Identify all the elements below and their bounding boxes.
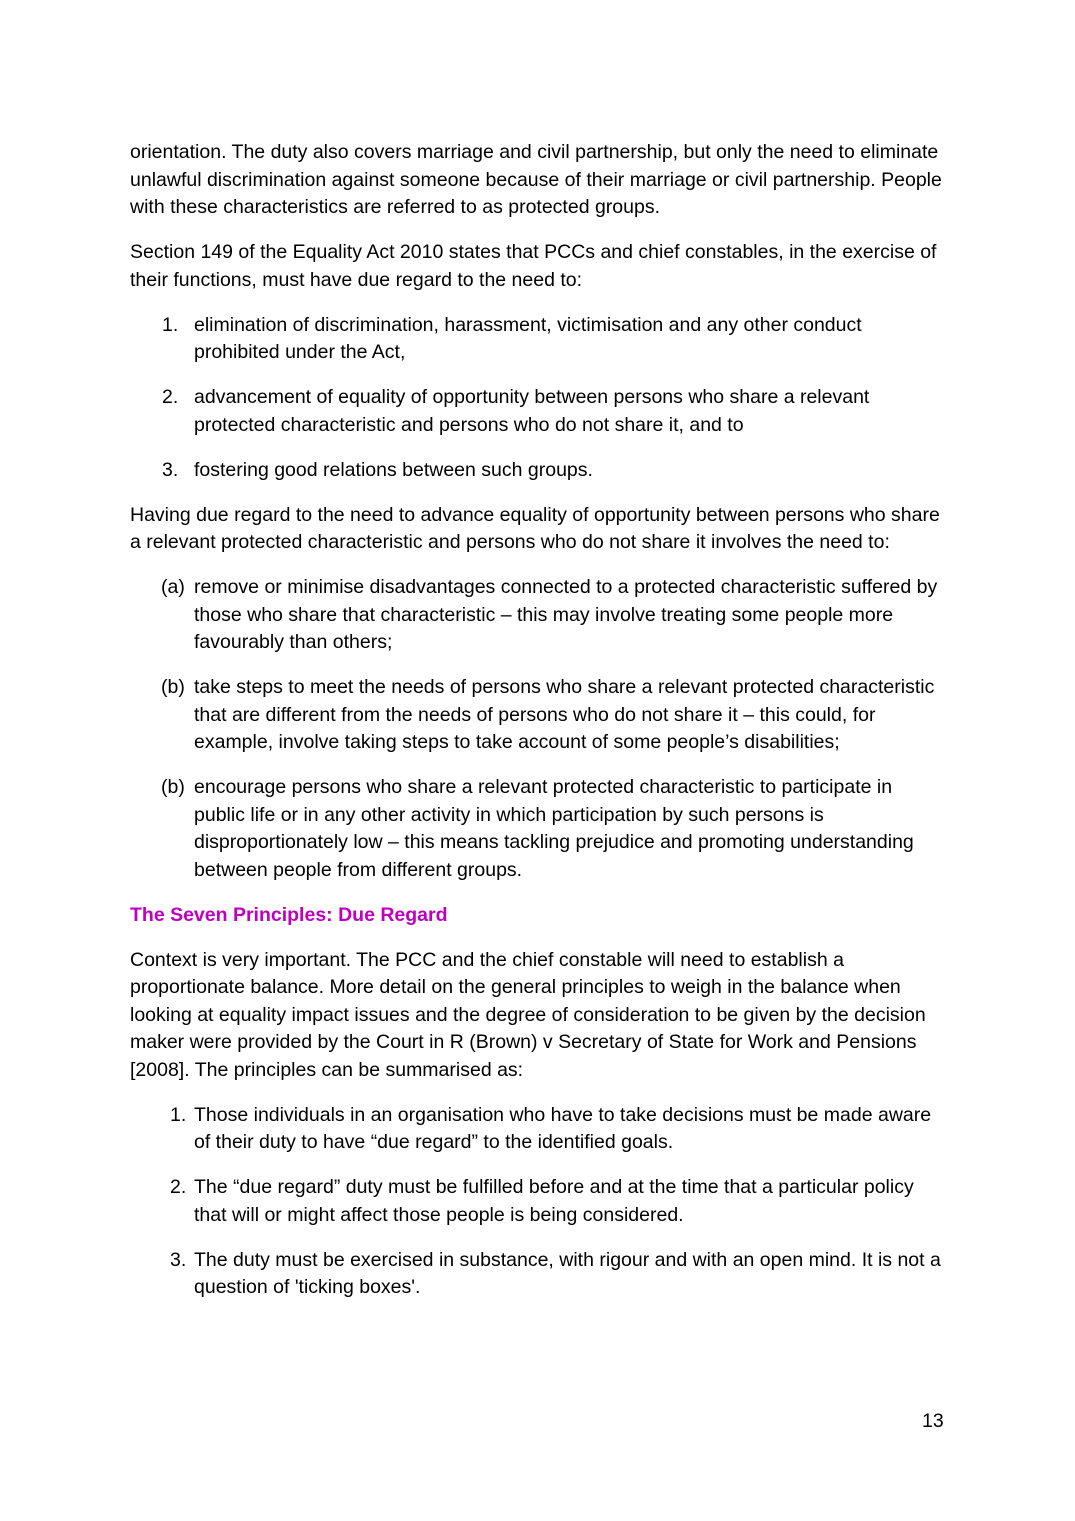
list-marker: (b): [161, 676, 185, 698]
page-number: 13: [922, 1410, 944, 1432]
list-item-text: take steps to meet the needs of persons who share a relevant protected characteristic that are different from the needs of persons who do not share it – this could, for example, involve taking steps to take account of some people’s disabilities;: [194, 676, 935, 753]
list-item: [130, 1174, 945, 1229]
document-page: [130, 139, 945, 1319]
list-item: [130, 1247, 945, 1302]
due-regard-paragraph: Having due regard to the need to advance equality of opportunity between persons who share a relevant protected characteristic and persons who do not share it involves the need to:: [130, 503, 940, 553]
list-item-text: fostering good relations between such groups.: [194, 458, 593, 481]
list-marker: 2.: [162, 386, 179, 408]
section-heading: The Seven Principles: Due Regard: [130, 903, 448, 926]
list-marker: 3.: [162, 458, 179, 481]
principles-list: [130, 1102, 945, 1302]
list-item: [130, 774, 945, 884]
list-marker: 2.: [170, 1176, 187, 1198]
list-marker: 3.: [170, 1248, 187, 1271]
list-item-text: advancement of equality of opportunity between persons who share a relevant protected characteristic and persons who do not share it, and to: [194, 386, 870, 436]
list-marker: (a): [161, 576, 185, 598]
list-item: [130, 574, 945, 657]
duty-list: [130, 312, 945, 485]
list-item-text: remove or minimise disadvantages connected to a protected characteristic suffered by those who share that characteristic – this may involve treating some people more favourably than others;: [194, 576, 938, 653]
list-item-text: elimination of discrimination, harassment, victimisation and any other conduct prohibited under the Act,: [194, 313, 862, 363]
list-item: [130, 1102, 945, 1157]
section-149-paragraph: Section 149 of the Equality Act 2010 states that PCCs and chief constables, in the exercise of their functions, must have due regard to the need to:: [130, 241, 937, 291]
list-item-text: The “due regard” duty must be fulfilled before and at the time that a particular policy that will or might affect those people is being considered.: [194, 1176, 914, 1226]
needs-list: [130, 574, 945, 884]
list-item-text: encourage persons who share a relevant protected characteristic to participate in public life or in any other activity in which participation by such persons is disproportionately low – this means tackling prejudice and promoting understanding between people from different groups.: [194, 776, 914, 881]
list-marker: 1.: [162, 313, 179, 336]
list-item: [130, 312, 945, 367]
list-item: [130, 457, 945, 485]
list-item-text: The duty must be exercised in substance, with rigour and with an open mind. It is not a question of 'ticking boxes'.: [194, 1248, 941, 1298]
list-item-text: Those individuals in an organisation who have to take decisions must be made aware of their duty to have “due regard” to the identified goals.: [194, 1103, 932, 1153]
list-item: [130, 674, 945, 757]
list-marker: (b): [161, 776, 185, 798]
list-marker: 1.: [170, 1103, 187, 1126]
list-item: [130, 384, 945, 439]
intro-paragraph: orientation. The duty also covers marriage and civil partnership, but only the need to eliminate unlawful discrimination against someone because of their marriage or civil partnership. People with these characteristics are referred to as protected groups.: [130, 141, 942, 218]
context-paragraph: Context is very important. The PCC and the chief constable will need to establish a proportionate balance. More detail on the general principles to weigh in the balance when looking at equality impact issues and the degree of consideration to be given by the decision maker were provided by the Court in R (Brown) v Secretary of State for Work and Pensions [2008]. The principles can be summarised as:: [130, 948, 926, 1081]
